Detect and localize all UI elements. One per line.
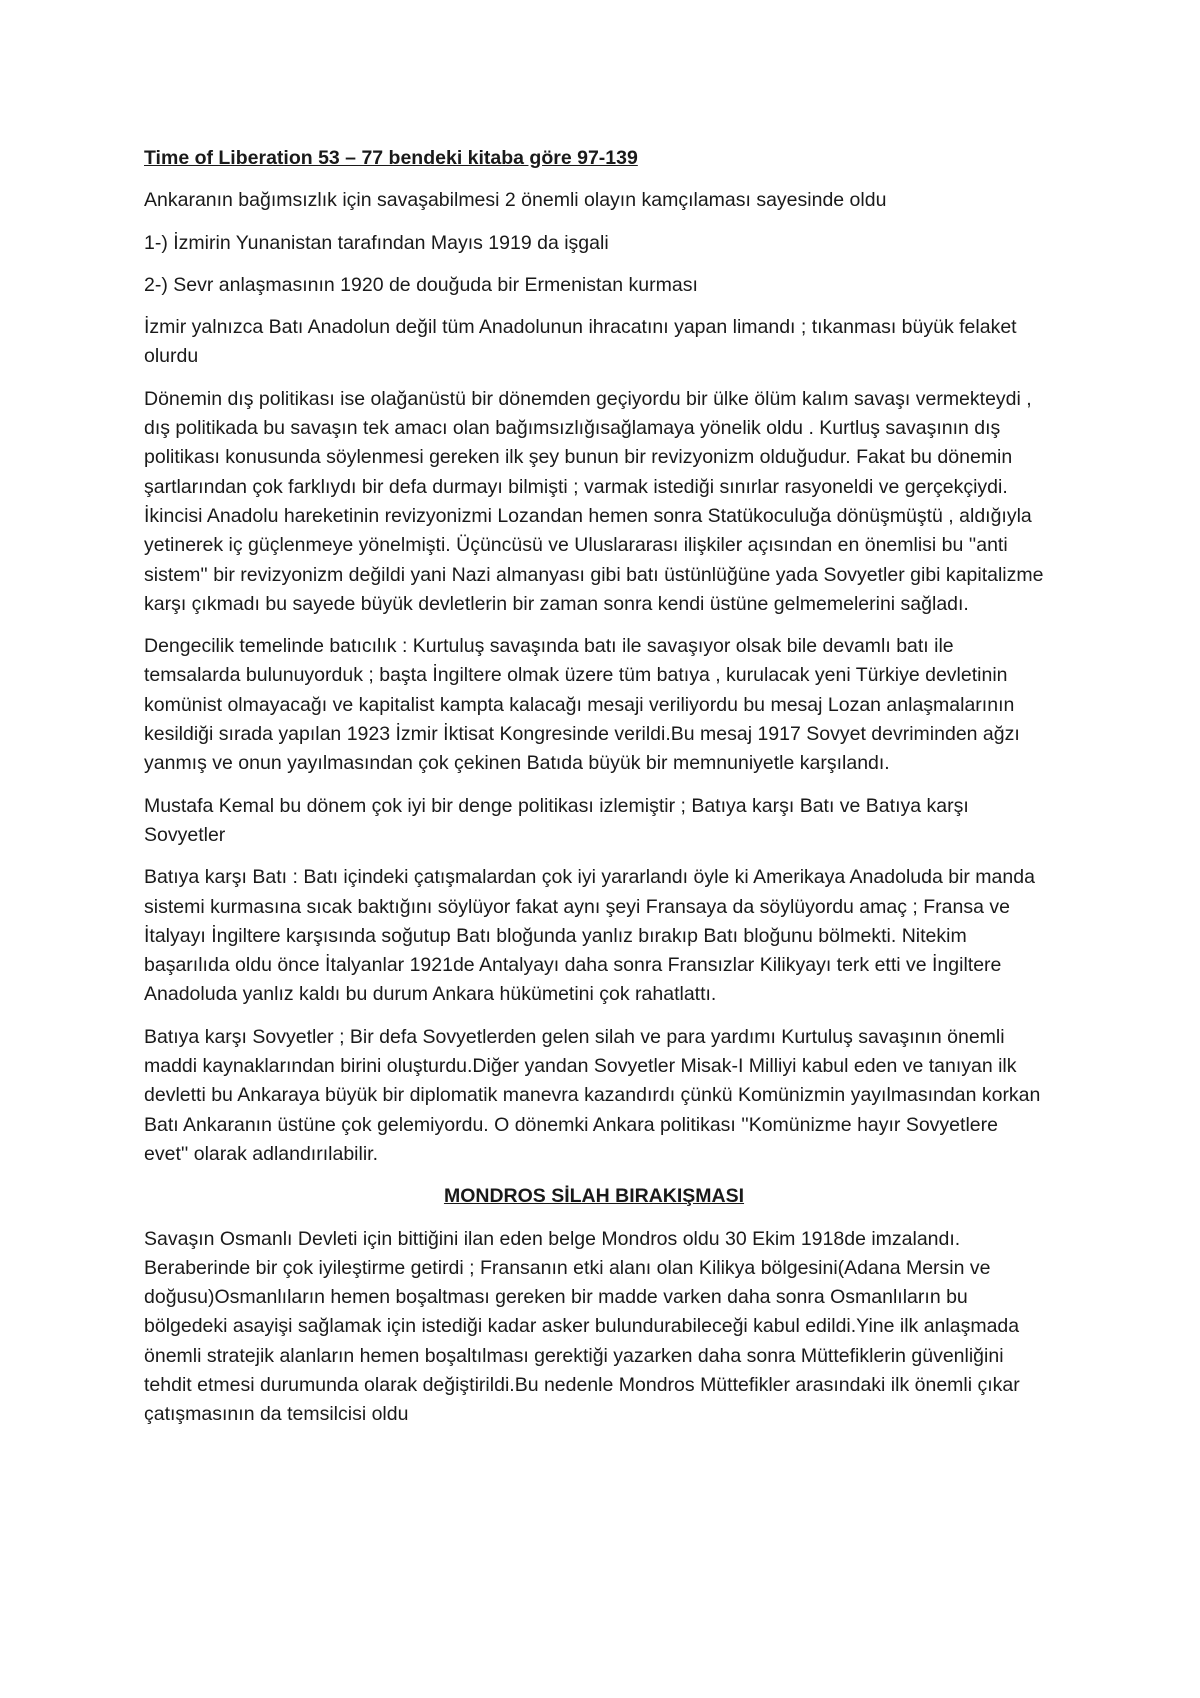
paragraph-mondros: Savaşın Osmanlı Devleti için bittiğini ilan eden belge Mondros oldu 30 Ekim 1918de imzalandı. Beraberinde bir çok iyileştirme getirdi ; Fransanın etki alanı olan Kilikya bölgesini(Adana Mersin ve doğusu)Osmanlıların hemen boşaltması gereken bir madde varken daha sonra Osmanlıların bu bölgedeki asayişi sağlamak için istediği kadar asker bulundurabileceği kabul edildi.Yine ilk anlaşmada önemli stratejik alanların hemen boşaltılması gerektiği yazarken daha sonra Müttefiklerin güvenliğini tehdit etmesi durumunda olarak değiştirildi.Bu nedenle Mondros Müttefikler arasındaki ilk önemli çıkar çatışmasının da temsilcisi oldu (144, 1227, 1020, 1426)
document-body (144, 144, 1044, 1443)
section-heading: MONDROS SİLAH BIRAKIŞMASI (443, 1185, 745, 1208)
paragraph-west-vs-soviets: Batıya karşı Sovyetler ; Bir defa Sovyetlerden gelen silah ve para yardımı Kurtuluş savaşının önemli maddi kaynaklarından birini oluşturdu.Diğer yandan Sovyetler Misak-I Milliyi kabul eden ve tanıyan ilk devletti bu Ankaraya büyük bir diplomatik manevra kazandırdı çünkü Komünizmin yayılmasından korkan Batı Ankaranın üstüne çok gelemiyordu. O dönemki Ankara politikası ''Komünizme hayır Sovyetlere evet'' olarak adlandırılabilir. (144, 1025, 1041, 1165)
paragraph-foreign-policy: Dönemin dış politikası ise olağanüstü bir dönemden geçiyordu bir ülke ölüm kalım savaşı vermekteydi , dış politikada bu savaşın tek amacı olan bağımsızlığısağlamaya yönelik oldu . Kurtluş savaşının dış politikası konusunda söylenmesi gereken ilk şey bunun bir revizyonizm olduğudur. Fakat bu dönemin şartlarından çok farklıydı bir defa durmayı bilmişti ; varmak istediği sınırlar rasyoneldi ve gerçekçiydi. İkincisi Anadolu hareketinin revizyonizmi Lozandan hemen sonra Statükoculuğa dönüşmüştü , aldığıyla yetinerek iç güçlenmeye yönelmişti. Üçüncüsü ve Uluslararası ilişkiler açısından en önemlisi bu ''anti sistem'' bir revizyonizm değildi yani Nazi almanyası gibi batı üstünlüğüne yada Sovyetler gibi kapitalizme karşı çıkmadı bu sayede büyük devletlerin bir zaman sonra kendi üstüne gelmemelerini sağladı. (144, 387, 1044, 615)
paragraph-intro: Ankaranın bağımsızlık için savaşabilmesi 2 önemli olayın kamçılaması sayesinde oldu (144, 189, 887, 212)
list-item-1: 1-) İzmirin Yunanistan tarafından Mayıs 1919 da işgali (144, 231, 609, 254)
list-item-2: 2-) Sevr anlaşmasının 1920 de douğuda bir Ermenistan kurması (144, 273, 698, 296)
paragraph-westernism: Dengecilik temelinde batıcılık : Kurtuluş savaşında batı ile savaşıyor olsak bile devamlı batı ile temsalarda bulunuyorduk ; başta İngiltere olmak üzere tüm batıya , kurulacak yeni Türkiye devletinin komünist olmayacağı ve kapitalist kampta kalacağı mesaji veriliyordu bu mesaj Lozan anlaşmalarının kesildiği sırada yapılan 1923 İzmir İktisat Kongresinde verildi.Bu mesaj 1917 Sovyet devriminden ağzı yanmış ve onun yayılmasından çok çekinen Batıda büyük bir memnuniyetle karşılandı. (144, 635, 1020, 775)
document-title: Time of Liberation 53 – 77 bendeki kitaba göre 97-139 (144, 147, 638, 169)
paragraph-west-vs-west: Batıya karşı Batı : Batı içindeki çatışmalardan çok iyi yararlandı öyle ki Amerikaya Anadoluda bir manda sistemi kurmasına sıcak baktığını söylüyor fakat aynı şeyi Fransaya da söylüyordu amaç ; Fransa ve İtalyayı İngiltere karşısında soğutup Batı bloğunda yanlız bırakıp Batı bloğunu bölmekti. Nitekim başarılıda oldu önce İtalyanlar 1921de Antalyayı daha sonra Fransızlar Kilikyayı terk etti ve İngiltere Anadoluda yanlız kaldı bu durum Ankara hükümetini çok rahatlattı. (144, 866, 1035, 1006)
paragraph-balance-policy: Mustafa Kemal bu dönem çok iyi bir denge politikası izlemiştir ; Batıya karşı Batı ve Batıya karşı Sovyetler (144, 794, 969, 846)
paragraph-izmir: İzmir yalnızca Batı Anadolun değil tüm Anadolunun ihracatını yapan limandı ; tıkanması büyük felaket olurdu (144, 316, 1017, 368)
